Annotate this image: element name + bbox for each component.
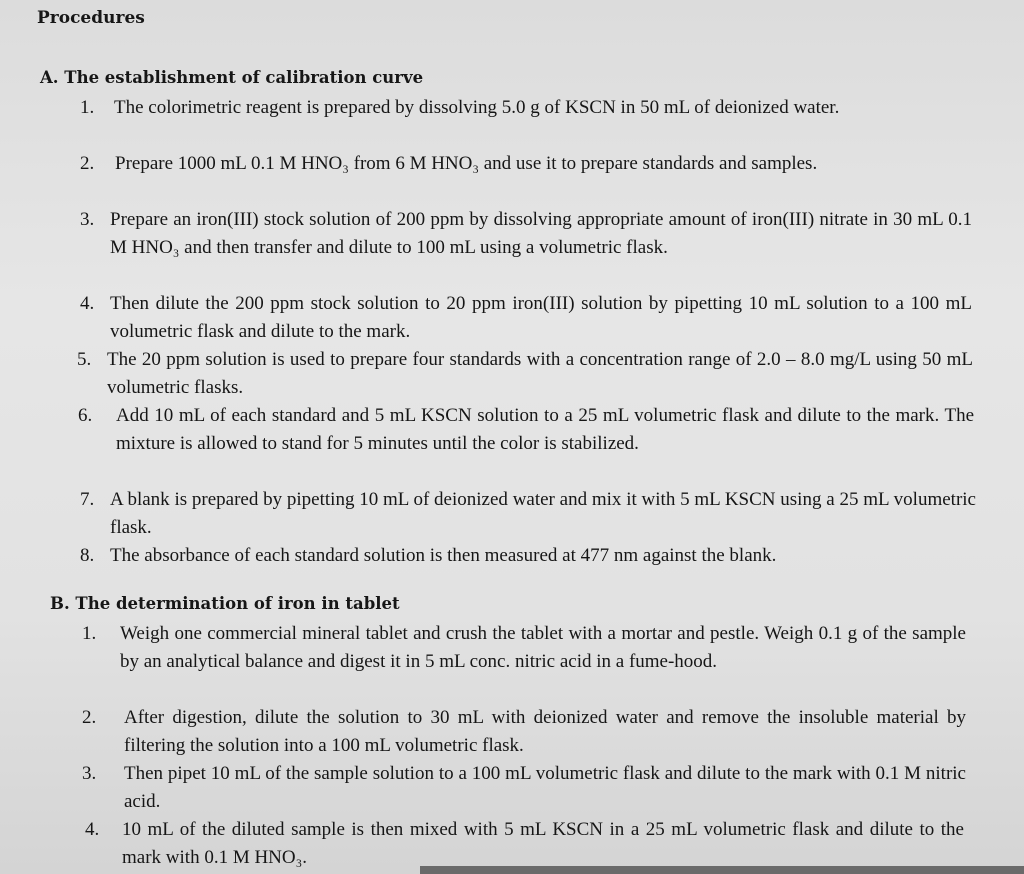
step-number: 8.	[80, 545, 95, 566]
step-number: 6.	[78, 405, 93, 426]
step-number: 1.	[82, 623, 97, 644]
step-text: Prepare 1000 mL 0.1 M HNO₃ from 6 M HNO₃ and use it to prepare standards and samples.	[115, 153, 818, 174]
section-b-heading: B. The determination of iron in tablet	[50, 594, 400, 613]
step-number: 3.	[80, 209, 95, 230]
step-number: 4.	[80, 293, 95, 314]
step-number: 2.	[80, 153, 95, 174]
step-number: 2.	[82, 707, 97, 728]
page-bottom-shadow	[420, 866, 1024, 874]
document-title: Procedures	[37, 8, 145, 28]
step-text: After digestion, dilute the solution to 30 mL with deionized water and remove the insoluble material by filtering the solution into a 100 mL volumetric flask.	[124, 707, 966, 756]
step-text: Prepare an iron(III) stock solution of 200 ppm by dissolving appropriate amount of iron(III) nitrate in 30 mL 0.1 M HNO₃ and then transfer and dilute to 100 mL using a volumetric flask.	[110, 209, 972, 258]
step-text: The absorbance of each standard solution is then measured at 477 nm against the blank.	[110, 545, 777, 566]
step-text: 10 mL of the diluted sample is then mixed with 5 mL KSCN in a 25 mL volumetric flask and dilute to the mark with 0.1 M HNO₃.	[122, 819, 964, 868]
step-number: 4.	[85, 819, 100, 840]
step-number: 5.	[77, 349, 92, 370]
section-a-heading: A. The establishment of calibration curve	[40, 68, 424, 87]
step-number: 1.	[80, 97, 95, 118]
step-text: The colorimetric reagent is prepared by dissolving 5.0 g of KSCN in 50 mL of deionized water.	[114, 97, 840, 118]
step-text: A blank is prepared by pipetting 10 mL of deionized water and mix it with 5 mL KSCN using a 25 mL volumetric flask.	[110, 489, 976, 538]
step-text: Add 10 mL of each standard and 5 mL KSCN solution to a 25 mL volumetric flask and dilute to the mark. The mixture is allowed to stand for 5 minutes until the color is stabilized.	[116, 405, 974, 454]
step-text: Then dilute the 200 ppm stock solution to 20 ppm iron(III) solution by pipetting 10 mL solution to a 100 mL volumetric flask and dilute to the mark.	[110, 293, 972, 342]
step-text: The 20 ppm solution is used to prepare four standards with a concentration range of 2.0 – 8.0 mg/L using 50 mL volumetric flasks.	[107, 349, 973, 398]
step-number: 3.	[82, 763, 97, 784]
step-text: Weigh one commercial mineral tablet and crush the tablet with a mortar and pestle. Weigh 0.1 g of the sample by an analytical balance and digest it in 5 mL conc. nitric acid in a fume-hood.	[120, 623, 966, 672]
step-text: Then pipet 10 mL of the sample solution to a 100 mL volumetric flask and dilute to the mark with 0.1 M nitric acid.	[124, 763, 966, 812]
step-number: 7.	[80, 489, 95, 510]
